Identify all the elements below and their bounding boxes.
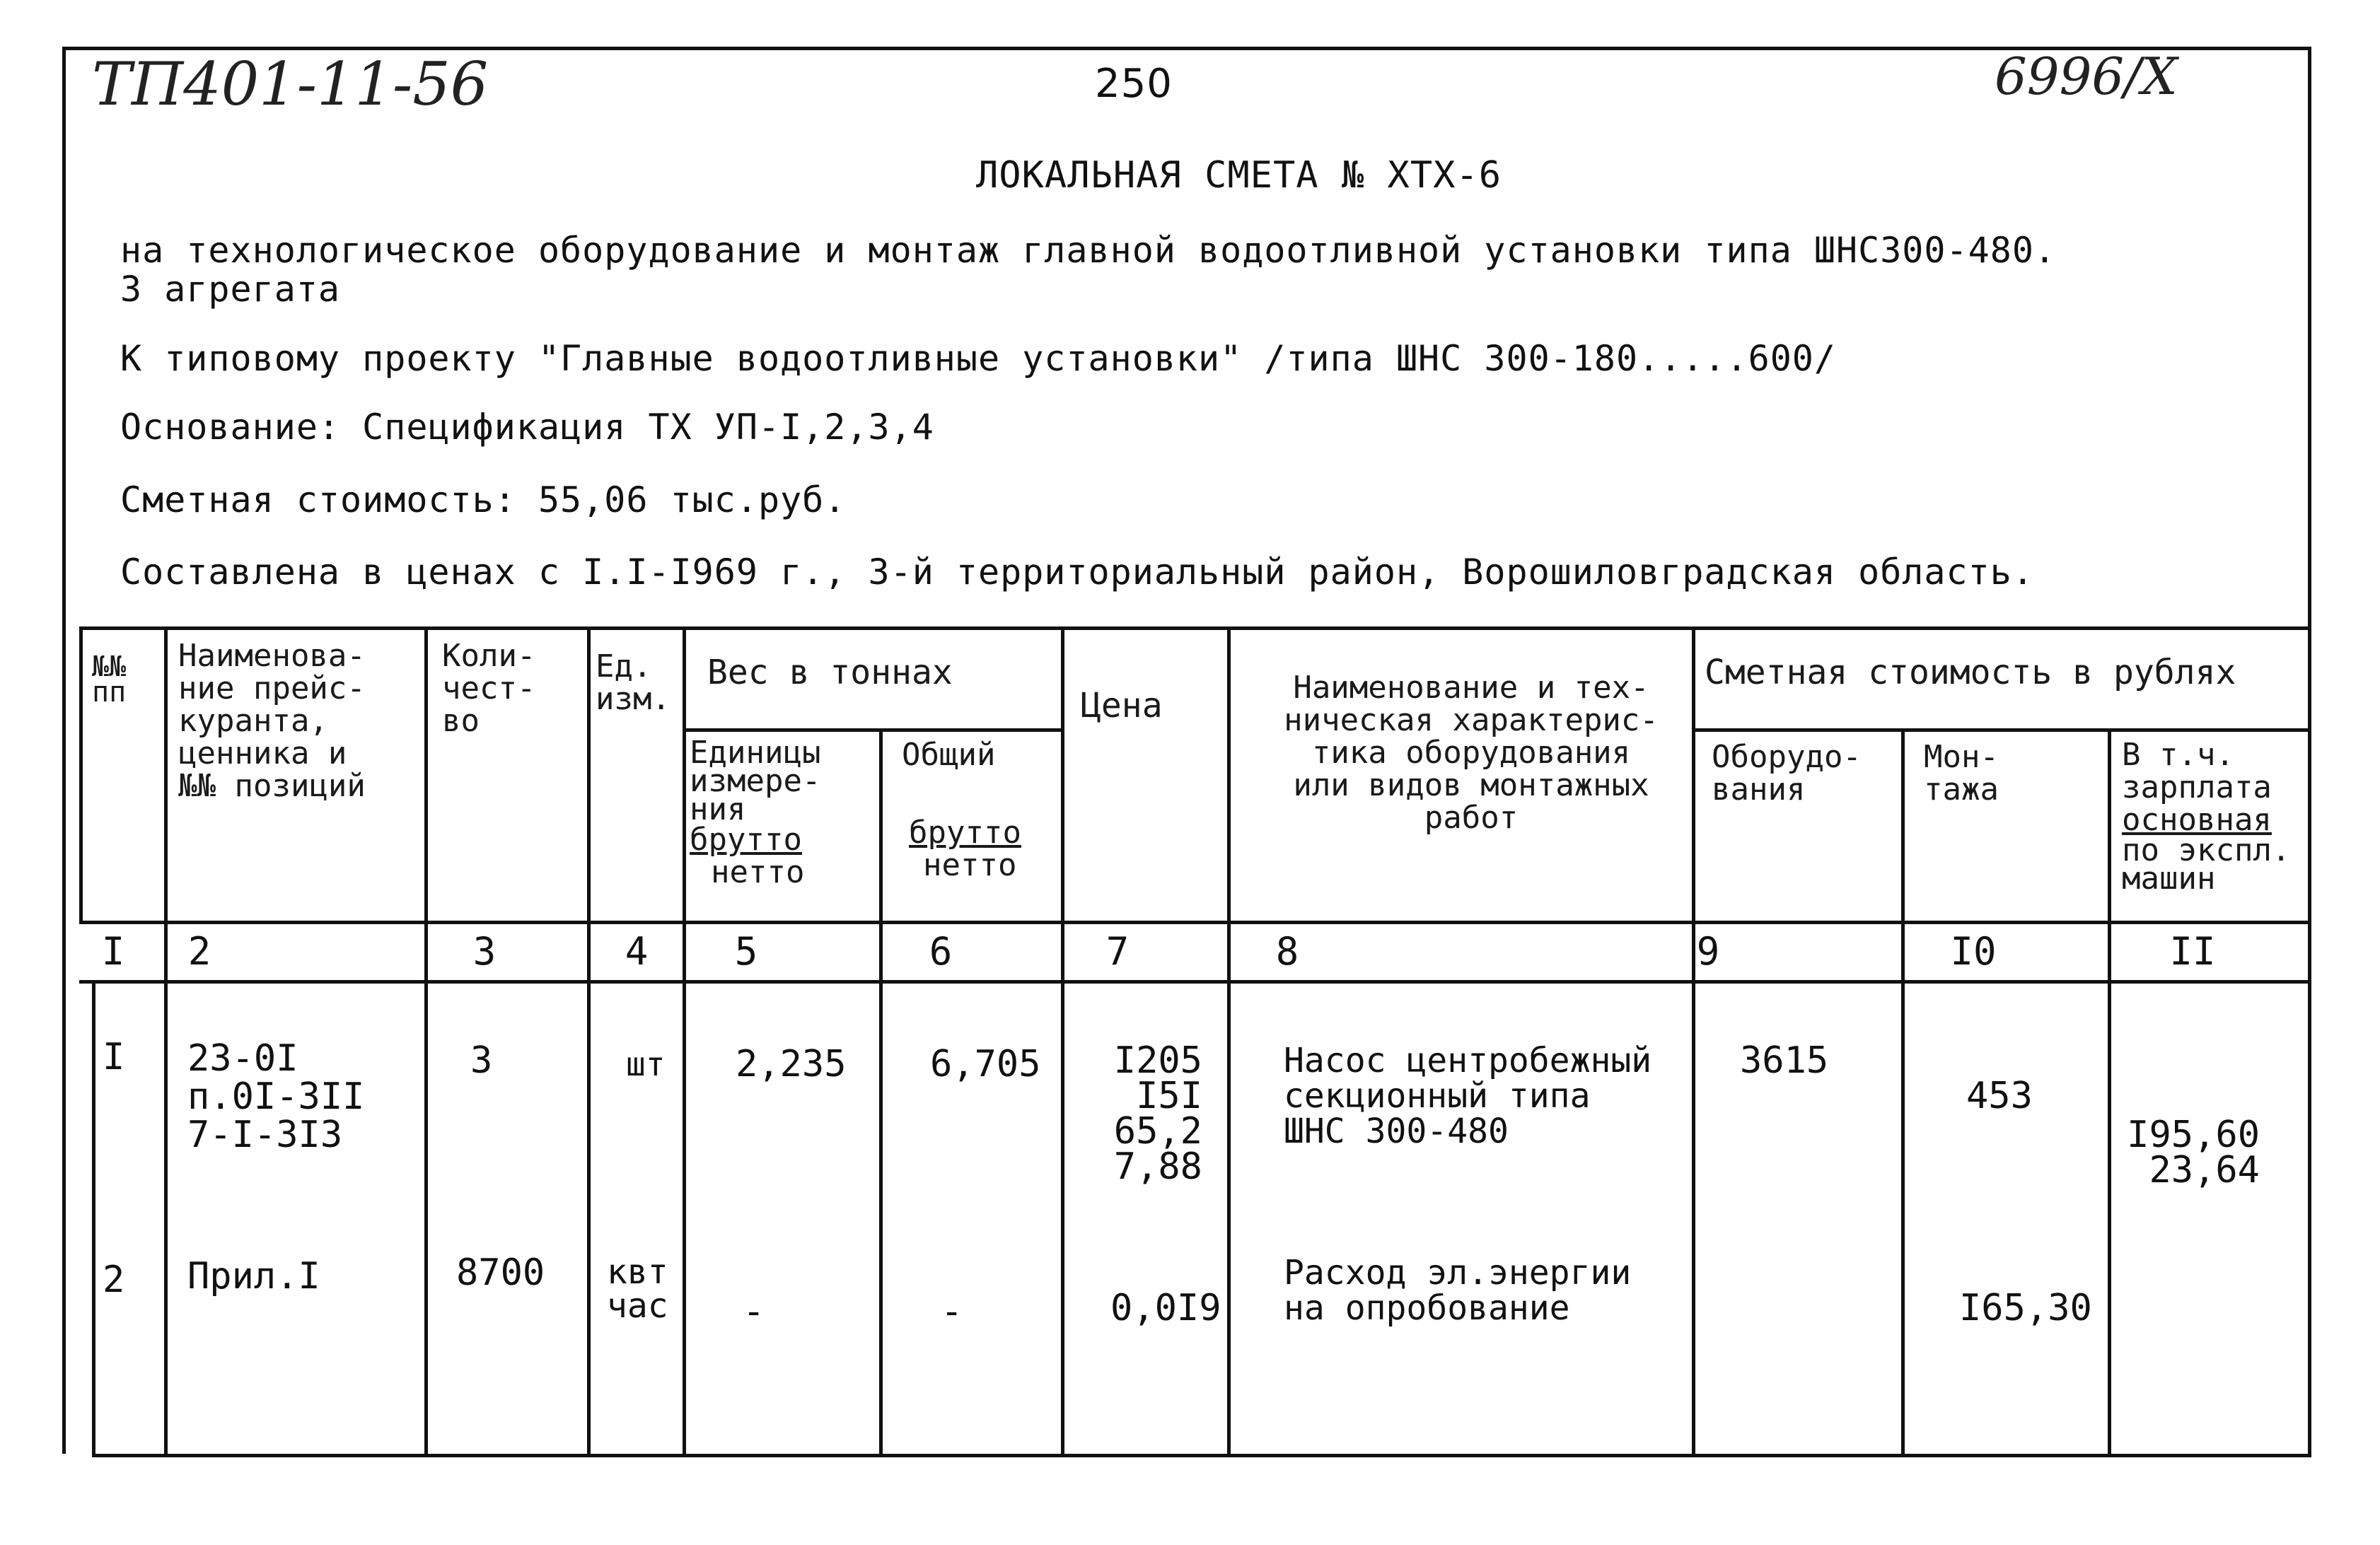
quantity: 3	[470, 1039, 493, 1082]
header-price-list: Наименова- ние прейс- куранта, ценника и №№ позиций	[178, 638, 366, 804]
header-unit-weight-net: нетто	[711, 854, 805, 890]
column-number: 7	[1105, 929, 1130, 974]
column-number: I	[101, 929, 125, 974]
doc-subtitle-line2: 3 агрегата	[120, 269, 341, 310]
price-basis: Составлена в ценах с I.I-I969 г., 3-й территориальный район, Ворошиловградская область.	[120, 552, 2034, 593]
column-number: 8	[1275, 929, 1299, 974]
header-quantity: Коли- чест- во	[442, 638, 536, 739]
project-code: ТП401-11-56	[92, 49, 489, 119]
price: 0,0I9	[1110, 1287, 1221, 1329]
header-total-weight-title: Общий	[902, 737, 996, 773]
header-total-weight-gross: брутто	[909, 815, 1021, 851]
total-weight: 6,705	[930, 1043, 1041, 1085]
header-weight-group: Вес в тоннах	[707, 653, 953, 692]
item-description: Расход эл.энергии на опробование	[1284, 1253, 1632, 1328]
basis-line: Основание: Спецификация ТХ УП-I,2,3,4	[120, 407, 934, 448]
column-number: I0	[1950, 929, 1997, 974]
unit: квт час	[607, 1252, 668, 1326]
column-number: 9	[1696, 929, 1720, 974]
unit-weight: 2,235	[736, 1043, 847, 1085]
total-weight: -	[941, 1290, 963, 1333]
unit-weight: -	[743, 1290, 765, 1333]
header-wages-basic: основная	[2122, 802, 2272, 838]
header-unit-weight	[690, 735, 873, 890]
equipment-cost: 3615	[1740, 1039, 1829, 1082]
header-unit-weight-gross: брутто	[690, 822, 802, 858]
header-wages-title: В т.ч. зарплата	[2122, 737, 2272, 805]
header-unit: Ед. изм.	[596, 648, 671, 717]
price-list-code: Прил.I	[187, 1255, 320, 1298]
installation-cost: 453	[1966, 1075, 2033, 1117]
header-price: Цена	[1081, 686, 1163, 725]
header-unit-weight-title: Единицы измере- ния	[690, 735, 821, 827]
archive-number: 6996/X	[1995, 47, 2178, 106]
header-total-weight-net: нетто	[923, 847, 1017, 883]
header-description: Наименование и тех- ническая характерис- тика оборудования или видов монтажных работ	[1284, 670, 1659, 836]
doc-subtitle-line1: на технологическое оборудование и монтаж главной водоотливной установки типа ШНС300-480.	[120, 230, 2057, 271]
header-installation: Мон- тажа	[1924, 739, 1999, 808]
installation-cost: I65,30	[1959, 1287, 2092, 1329]
doc-title: ЛОКАЛЬНАЯ СМЕТА № ХТХ-6	[976, 154, 1502, 197]
header-wages-machines: по экспл. машин	[2122, 832, 2291, 897]
page-number: 250	[1095, 61, 1173, 107]
column-number: 3	[472, 929, 497, 974]
wages: I95,60 23,64	[2127, 1114, 2260, 1191]
project-reference: К типовому проекту "Главные водоотливные установки" /типа ШНС 300-180.....600/	[120, 338, 1836, 379]
header-wages	[2122, 737, 2306, 897]
quantity: 8700	[456, 1252, 545, 1294]
header-row-number: №№ пп	[92, 651, 127, 709]
header-cost-group: Сметная стоимость в рублях	[1705, 653, 2236, 692]
column-number: 5	[734, 929, 758, 974]
column-number: 2	[187, 929, 211, 974]
header-equipment: Оборудо- вания	[1712, 739, 1862, 808]
price: I205 I5I 65,2 7,88	[1113, 1039, 1202, 1188]
row-number: 2	[103, 1259, 125, 1301]
item-description: Насос центробежный секционный типа ШНС 300-480	[1284, 1041, 1652, 1151]
header-total-weight	[888, 739, 1057, 882]
estimated-cost: Сметная стоимость: 55,06 тыс.руб.	[120, 479, 847, 520]
column-number: 6	[929, 929, 953, 974]
column-number: II	[2169, 929, 2216, 974]
row-number: I	[103, 1036, 125, 1078]
unit: шт	[626, 1045, 666, 1083]
column-number: 4	[625, 929, 649, 974]
price-list-code: 23-0I п.0I-3II 7-I-3I3	[187, 1037, 365, 1156]
